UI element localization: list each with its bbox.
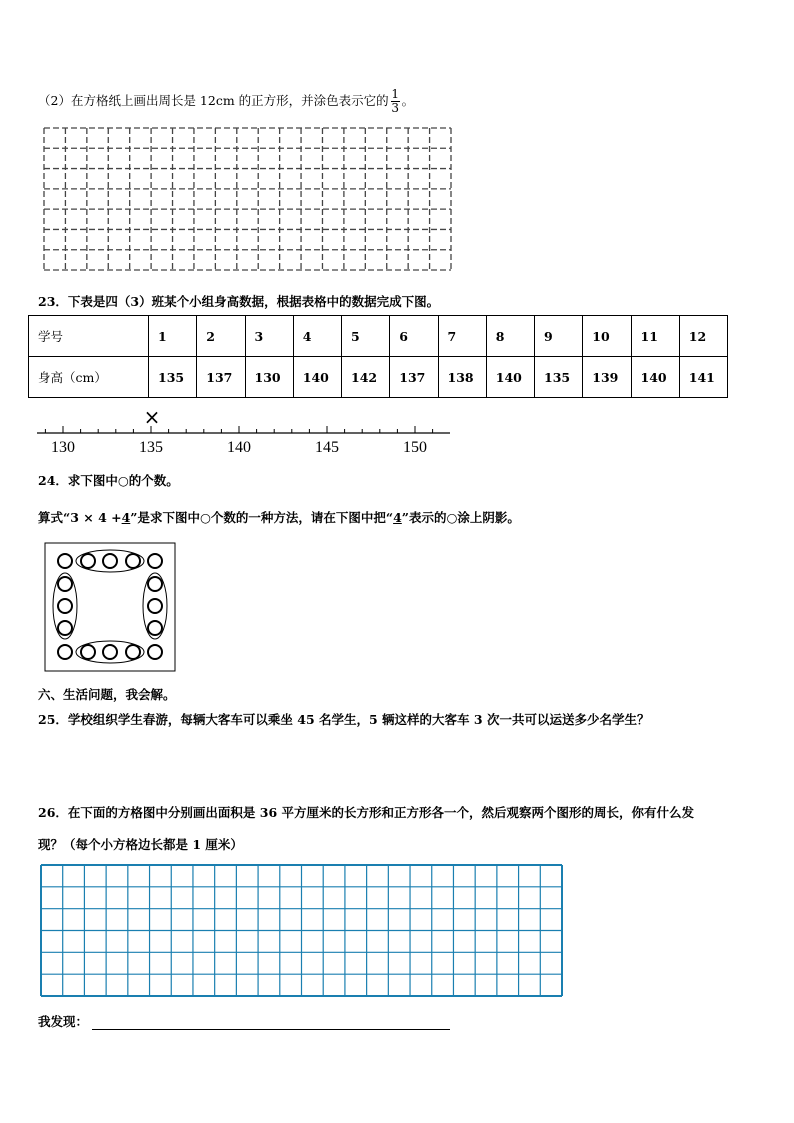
- formula-four-second: 4: [393, 510, 402, 525]
- answer-blank[interactable]: [92, 1016, 450, 1030]
- q25-text: 25．学校组织学生春游，每辆大客车可以乘坐 45 名学生，5 辆这样的大客车 3 次一共可以运送多少名学生？: [38, 712, 650, 727]
- table-cell: 135: [149, 357, 197, 398]
- q22-part2-end: 。: [401, 93, 415, 108]
- formula-middle: ”是求下图中○个数的一种方法，请在下图中把“: [130, 510, 394, 525]
- table-cell: 142: [342, 357, 390, 398]
- axis-label-150: 150: [403, 439, 427, 456]
- section6-title: 六、生活问题，我会解。: [38, 687, 176, 702]
- table-cell: 139: [583, 357, 631, 398]
- table-cell: 140: [631, 357, 679, 398]
- cross-mark-135: ×: [143, 405, 161, 429]
- table-cell: 135: [535, 357, 583, 398]
- table-cell: 3: [245, 316, 293, 357]
- table-cell: 137: [390, 357, 438, 398]
- axis-label-130: 130: [51, 439, 75, 456]
- q23-title: 23．下表是四（3）班某个小组身高数据，根据表格中的数据完成下图。: [38, 294, 440, 309]
- table-header-height: 身高（cm）: [29, 357, 149, 398]
- table-cell: 2: [197, 316, 245, 357]
- table-cell: 1: [149, 316, 197, 357]
- table-cell: 9: [535, 316, 583, 357]
- table-cell: 138: [438, 357, 486, 398]
- axis-label-135: 135: [139, 439, 163, 456]
- table-cell: 12: [679, 316, 727, 357]
- table-cell: 130: [245, 357, 293, 398]
- table-cell: 5: [342, 316, 390, 357]
- table-cell: 141: [679, 357, 727, 398]
- fraction-numerator: 1: [391, 87, 399, 101]
- answer-line: [38, 1012, 450, 1030]
- table-cell: 6: [390, 316, 438, 357]
- table-header-id: 学号: [29, 316, 149, 357]
- axis-label-145: 145: [315, 439, 339, 456]
- table-cell: 7: [438, 316, 486, 357]
- formula-prefix: 算式“3 × 4 +: [38, 510, 122, 525]
- table-cell: 140: [293, 357, 341, 398]
- fraction-denominator: 3: [391, 101, 399, 115]
- q26-line2: 现？（每个小方格边长都是 1 厘米）: [38, 837, 243, 852]
- q22-part2-label: （2）在方格纸上画出周长是 12cm 的正方形，并涂色表示它的: [38, 93, 389, 108]
- table-cell: 4: [293, 316, 341, 357]
- table-cell: 10: [583, 316, 631, 357]
- axis-label-140: 140: [227, 439, 251, 456]
- formula-four: 4: [121, 510, 131, 525]
- q26-line1: 26．在下面的方格图中分别画出面积是 36 平方厘米的长方形和正方形各一个，然后观察两个图形的周长，你有什么发: [38, 805, 694, 820]
- q24-title: 24．求下图中○的个数。: [38, 473, 179, 488]
- answer-label: 我发现：: [38, 1014, 89, 1029]
- table-cell: 140: [486, 357, 534, 398]
- formula-end: ”表示的○涂上阴影。: [401, 510, 520, 525]
- table-cell: 8: [486, 316, 534, 357]
- table-cell: 11: [631, 316, 679, 357]
- table-cell: 137: [197, 357, 245, 398]
